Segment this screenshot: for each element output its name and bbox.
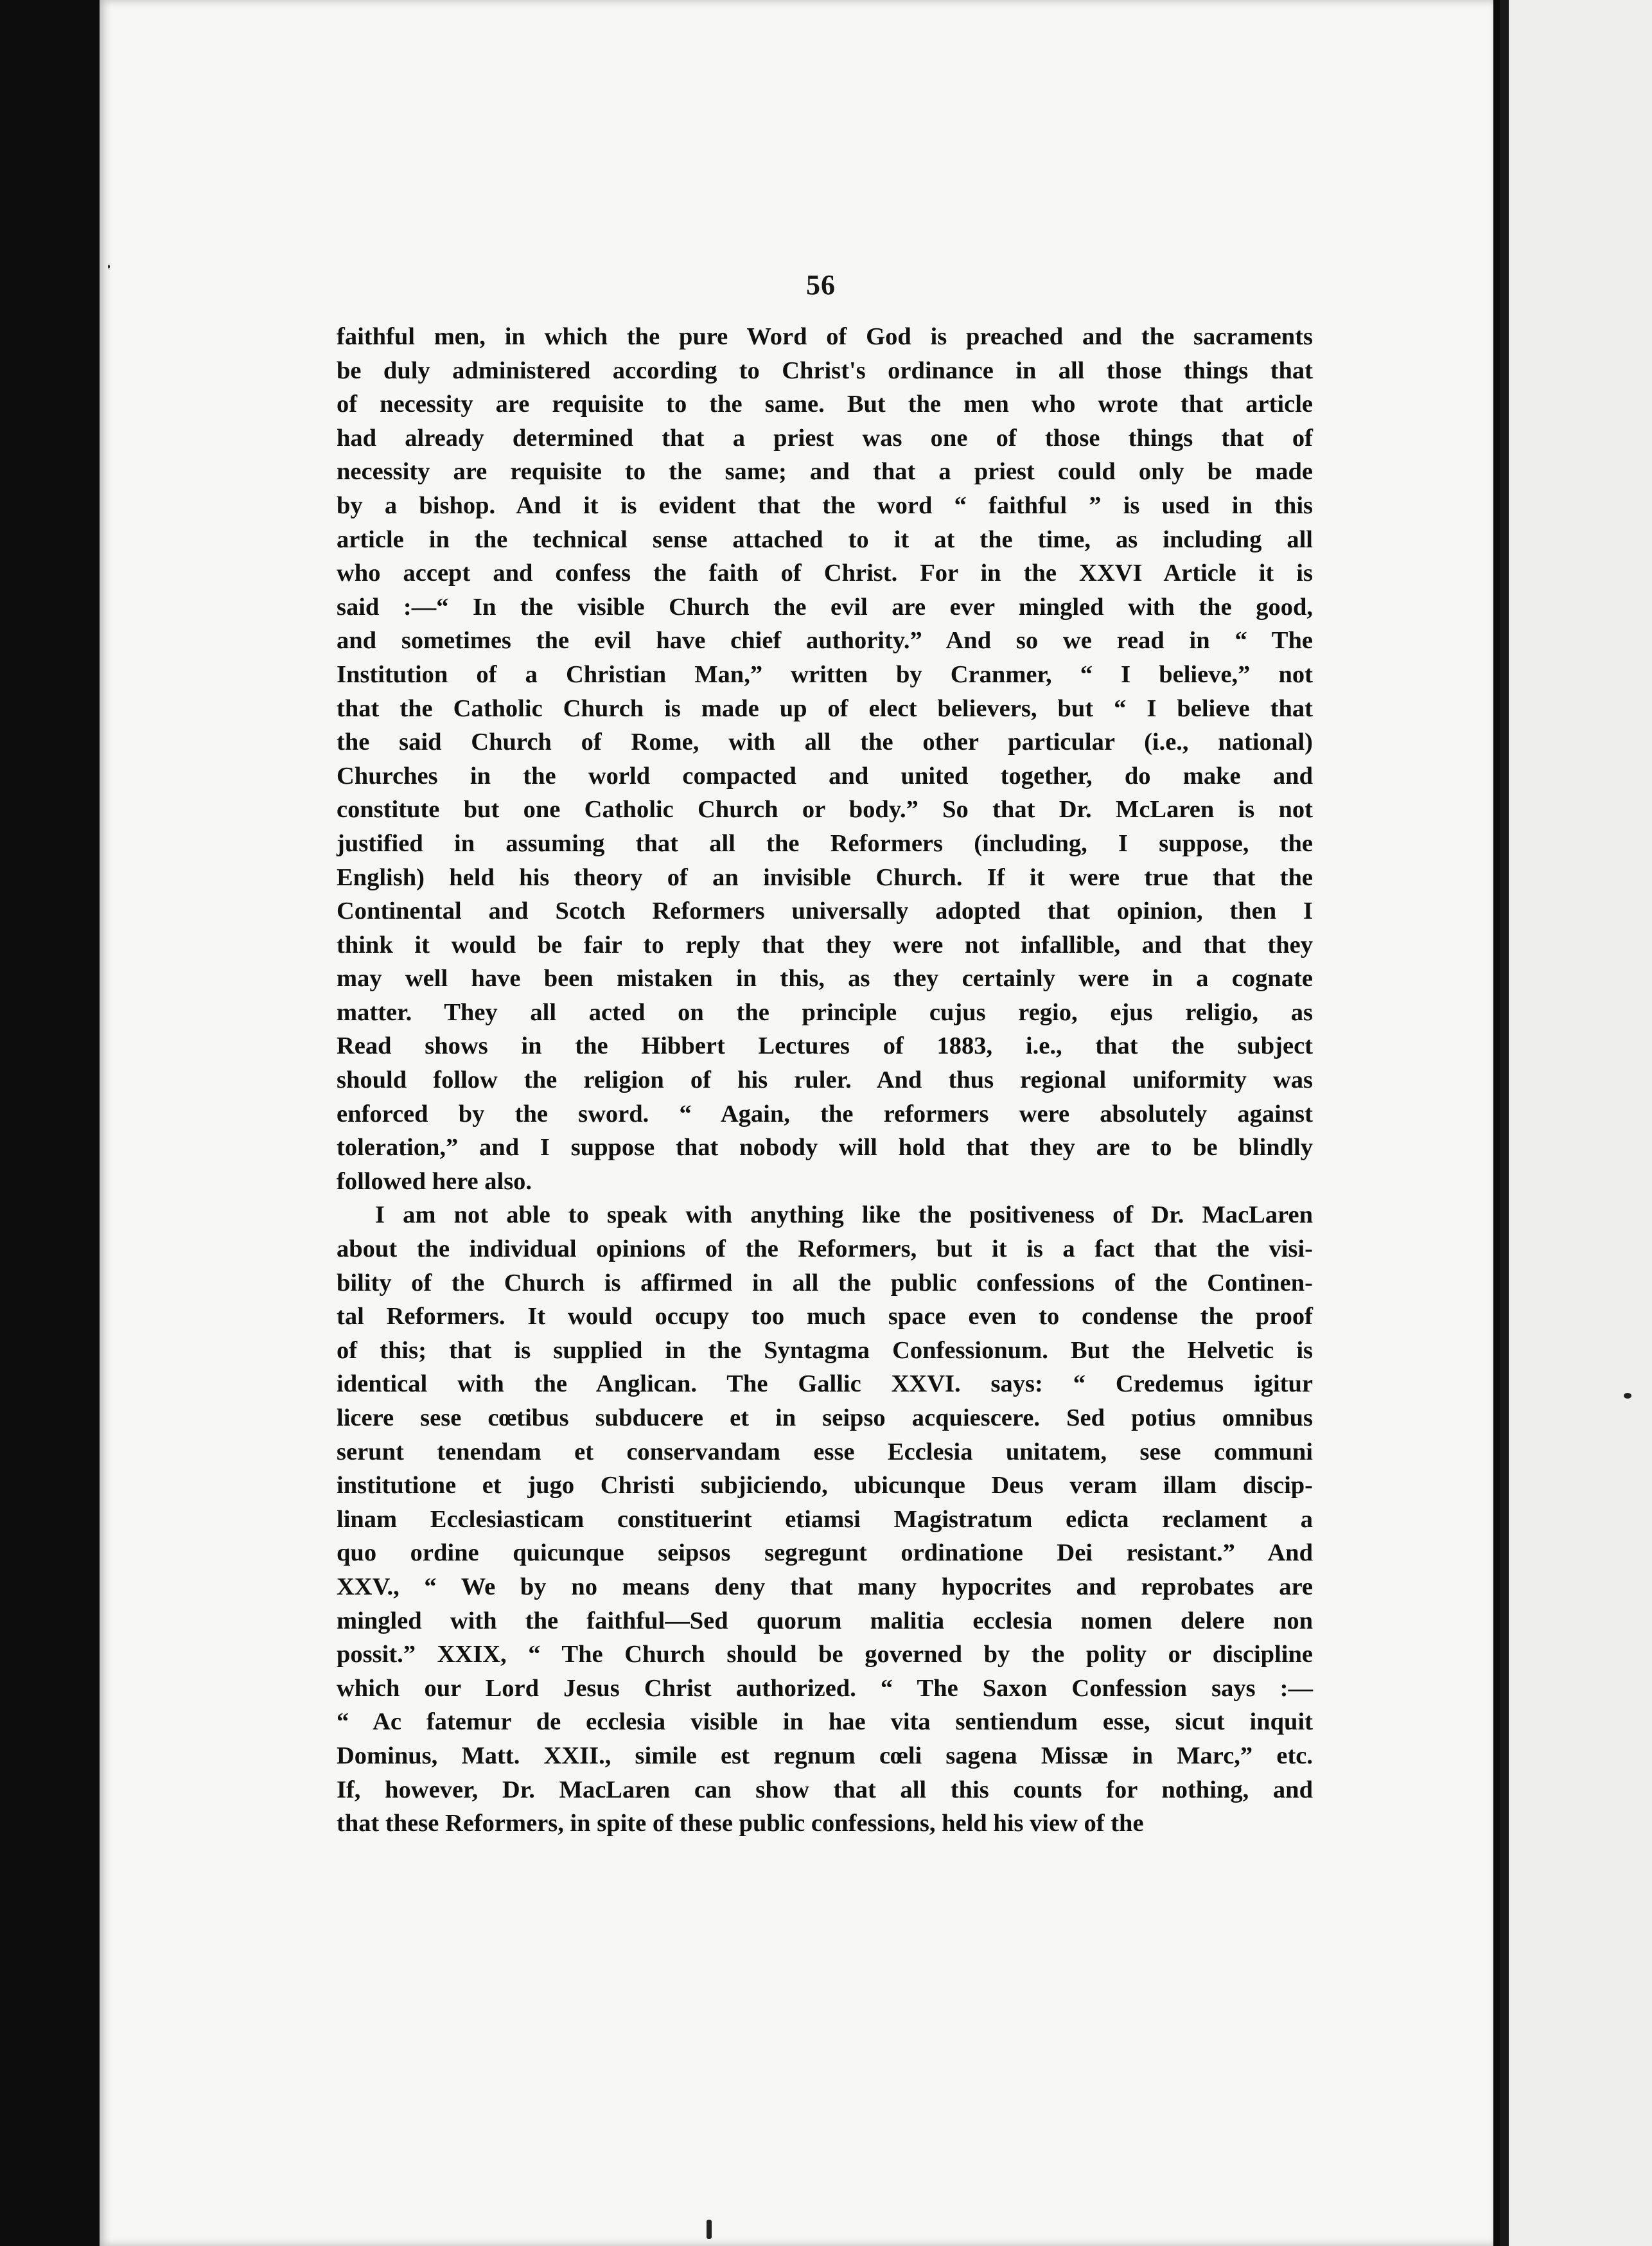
text-line: who accept and confess the faith of Christ. For in the XXVI Article it is [337, 560, 1313, 587]
text-line: of this; that is supplied in the Syntagma Confessionum. But the Helvetic is [337, 1336, 1313, 1364]
text-line: matter. They all acted on the principle cujus regio, ejus religio, as [337, 998, 1313, 1026]
text-line: be duly administered according to Christ's ordinance in all those things that [337, 357, 1313, 384]
text-line: constitute but one Catholic Church or body.” So that Dr. McLaren is not [337, 796, 1313, 824]
text-line: Read shows in the Hibbert Lectures of 1883, i.e., that the subject [337, 1032, 1313, 1060]
text-line: followed here also. [337, 1167, 532, 1195]
page-number: 56 [806, 269, 836, 301]
text-line: had already determined that a priest was one of those things that of [337, 424, 1313, 452]
paragraph [337, 320, 1313, 1198]
text-line: toleration,” and I suppose that nobody will hold that they are to be blindly [337, 1134, 1313, 1162]
text-line: of necessity are requisite to the same. But the men who wrote that article [337, 391, 1313, 418]
text-line: licere sese cœtibus subducere et in seipso acquiescere. Sed potius omnibus [337, 1404, 1313, 1431]
text-line: the said Church of Rome, with all the other particular (i.e., national) [337, 729, 1313, 756]
text-line: article in the technical sense attached to it at the time, as including all [337, 526, 1313, 553]
paragraph [337, 1198, 1313, 1840]
text-line: should follow the religion of his ruler. And thus regional uniformity was [337, 1066, 1313, 1094]
text-line: Churches in the world compacted and united together, do make and [337, 762, 1313, 790]
text-line: bility of the Church is affirmed in all the public confessions of the Continen- [337, 1269, 1313, 1296]
text-line: by a bishop. And it is evident that the word “ faithful ” is used in this [337, 491, 1313, 519]
text-line: identical with the Anglican. The Gallic XXVI. says: “ Credemus igitur [337, 1370, 1313, 1398]
adjacent-page-edge [1509, 0, 1652, 2246]
text-line: enforced by the sword. “ Again, the reformers were absolutely against [337, 1100, 1313, 1127]
text-line: faithful men, in which the pure Word of God is preached and the sacraments [337, 323, 1313, 350]
text-line: English) held his theory of an invisible Church. If it were true that the [337, 863, 1313, 891]
text-line: “ Ac fatemur de ecclesia visible in hae vita sentiendum esse, sicut inquit [337, 1708, 1313, 1736]
text-line: possit.” XXIX, “ The Church should be governed by the polity or discipline [337, 1641, 1313, 1668]
text-line: Dominus, Matt. XXII., simile est regnum cœli sagena Missæ in Marc,” etc. [337, 1742, 1313, 1769]
text-line: that these Reformers, in spite of these public confessions, held his view of the [337, 1810, 1144, 1837]
text-line: quo ordine quicunque seipsos segregunt ordinatione Dei resistant.” And [337, 1539, 1313, 1567]
text-line: XXV., “ We by no means deny that many hypocrites and reprobates are [337, 1573, 1313, 1600]
ink-speck [1624, 1393, 1631, 1399]
text-line: tal Reformers. It would occupy too much space even to condense the proof [337, 1303, 1313, 1331]
text-line: may well have been mistaken in this, as they certainly were in a cognate [337, 965, 1313, 993]
text-line: think it would be fair to reply that they were not infallible, and that they [337, 931, 1313, 959]
text-line: about the individual opinions of the Reformers, but it is a fact that the visi- [337, 1235, 1313, 1263]
text-line: which our Lord Jesus Christ authorized. “ The Saxon Confession says :— [337, 1674, 1313, 1702]
text-line: mingled with the faithful—Sed quorum malitia ecclesia nomen delere non [337, 1607, 1313, 1634]
ink-speck [108, 265, 110, 269]
text-line: justified in assuming that all the Reformers (including, I suppose, the [337, 829, 1313, 857]
text-line: Institution of a Christian Man,” written by Cranmer, “ I believe,” not [337, 660, 1313, 688]
text-line: If, however, Dr. MacLaren can show that all this counts for nothing, and [337, 1776, 1313, 1803]
text-line: necessity are requisite to the same; and that a priest could only be made [337, 458, 1313, 486]
text-line: Continental and Scotch Reformers universally adopted that opinion, then I [337, 898, 1313, 925]
text-line: linam Ecclesiasticam constituerint etiamsi Magistratum edicta reclament a [337, 1505, 1313, 1533]
text-line: I am not able to speak with anything like the positiveness of Dr. MacLaren [375, 1201, 1313, 1229]
text-line: and sometimes the evil have chief authority.” And so we read in “ The [337, 627, 1313, 655]
ink-speck [707, 2220, 712, 2239]
page-gutter [1500, 0, 1509, 2246]
text-line: said :—“ In the visible Church the evil are ever mingled with the good, [337, 593, 1313, 621]
text-line: serunt tenendam et conservandam esse Ecclesia unitatem, sese communi [337, 1438, 1313, 1465]
text-line: that the Catholic Church is made up of elect believers, but “ I believe that [337, 694, 1313, 722]
body-text [337, 320, 1313, 1841]
text-line: institutione et jugo Christi subjiciendo, ubicunque Deus veram illam discip- [337, 1472, 1313, 1499]
